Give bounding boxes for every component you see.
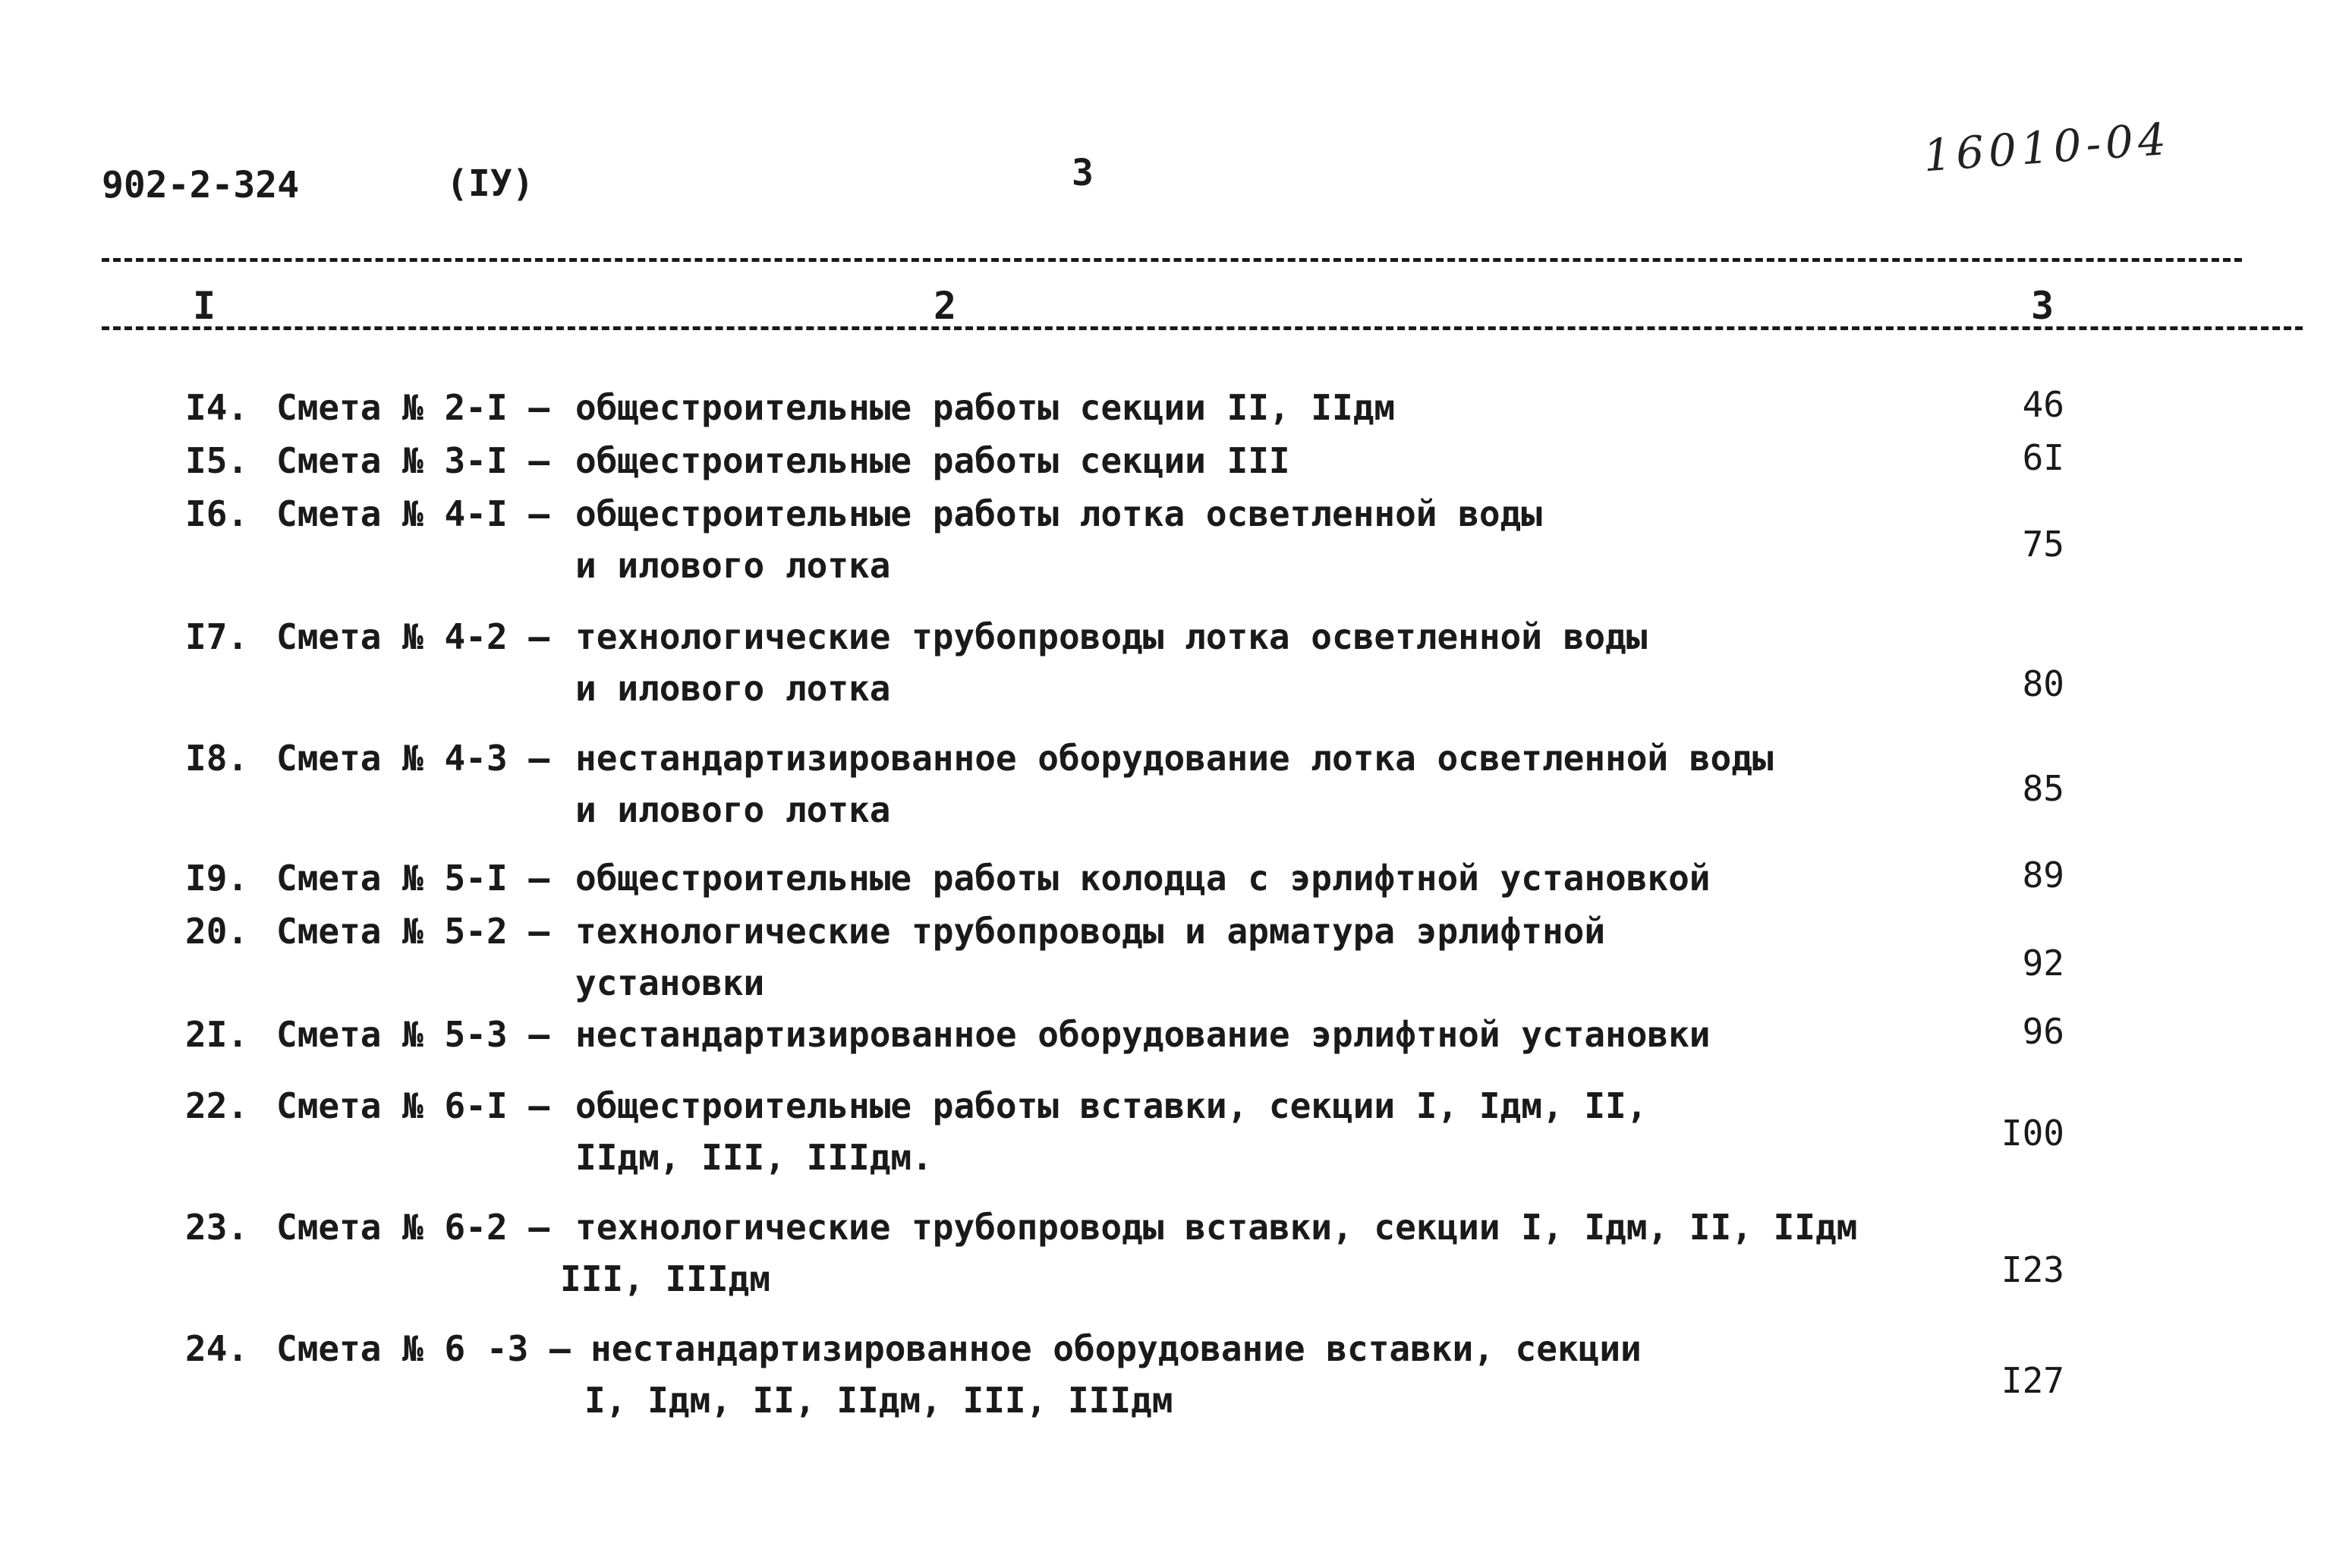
entry-number: I7. bbox=[185, 616, 249, 657]
entry-page: 85 bbox=[2022, 768, 2064, 809]
estimate-label: Смета № 5-3 – bbox=[276, 1014, 550, 1055]
entry-description: нестандартизированное оборудование эрлифтной установки bbox=[575, 1014, 1711, 1055]
estimate-label: Смета № 6-I – bbox=[276, 1085, 550, 1126]
entry-number: I8. bbox=[185, 738, 249, 779]
estimate-label: Смета № 4-2 – bbox=[276, 616, 550, 657]
entry-page: 89 bbox=[2022, 855, 2064, 896]
entry-description: общестроительные работы секции II, IIдм bbox=[575, 387, 1396, 428]
estimate-label: Смета № 2-I – bbox=[276, 387, 550, 428]
entry-description: нестандартизированное оборудование вставки, секции bbox=[590, 1328, 1642, 1369]
entry-description-continued: I, Iдм, II, IIдм, III, IIIдм bbox=[584, 1380, 1173, 1421]
estimate-label: Смета № 4-I – bbox=[276, 493, 550, 534]
entry-description: технологические трубопроводы лотка осветленной воды bbox=[575, 616, 1648, 657]
estimate-label: Смета № 4-3 – bbox=[276, 738, 550, 779]
entry-page: 6I bbox=[2022, 437, 2064, 478]
entry-number: 24. bbox=[185, 1328, 249, 1369]
entry-page: 92 bbox=[2022, 943, 2064, 984]
entry-number: I6. bbox=[185, 493, 249, 534]
entry-number: 20. bbox=[185, 911, 249, 952]
estimate-label: Смета № 6 -3 – bbox=[276, 1328, 571, 1369]
entry-page: I27 bbox=[2001, 1360, 2064, 1401]
entry-page: 80 bbox=[2022, 663, 2064, 704]
entry-number: I9. bbox=[185, 858, 249, 899]
estimate-label: Смета № 5-2 – bbox=[276, 911, 550, 952]
entry-description: технологические трубопроводы и арматура эрлифтной bbox=[575, 911, 1606, 952]
handwritten-archive-number: 16010-04 bbox=[1922, 112, 2172, 182]
entry-page: 75 bbox=[2022, 524, 2064, 565]
entry-description-continued: и илового лотка bbox=[575, 789, 891, 830]
entry-number: I4. bbox=[185, 387, 249, 428]
entry-description-continued: III, IIIдм bbox=[560, 1258, 770, 1299]
column-number-1: I bbox=[193, 284, 216, 328]
entry-description-continued: IIдм, III, IIIдм. bbox=[575, 1137, 933, 1178]
page-number: 3 bbox=[1072, 152, 1094, 194]
entry-number: 23. bbox=[185, 1207, 249, 1248]
entry-number: 2I. bbox=[185, 1014, 249, 1055]
entry-description: общестроительные работы лотка осветленной воды bbox=[575, 493, 1542, 534]
entry-description: общестроительные работы колодца с эрлифтной установкой bbox=[575, 858, 1711, 899]
entry-page: 96 bbox=[2022, 1011, 2064, 1052]
entry-description-continued: и илового лотка bbox=[575, 545, 891, 586]
table-top-rule bbox=[102, 258, 2242, 262]
estimate-label: Смета № 3-I – bbox=[276, 440, 550, 481]
entry-number: I5. bbox=[185, 440, 249, 481]
table-header-rule bbox=[102, 326, 2303, 330]
entry-description: нестандартизированное оборудование лотка осветленной воды bbox=[575, 738, 1774, 779]
document-part: (IУ) bbox=[446, 162, 534, 205]
estimate-label: Смета № 5-I – bbox=[276, 858, 550, 899]
document-code: 902-2-324 bbox=[102, 164, 300, 206]
entry-page: I00 bbox=[2001, 1113, 2064, 1154]
entry-number: 22. bbox=[185, 1085, 249, 1126]
column-number-2: 2 bbox=[934, 284, 957, 328]
entry-description-continued: установки bbox=[575, 962, 765, 1003]
entry-page: 46 bbox=[2022, 384, 2064, 425]
column-number-3: 3 bbox=[2031, 284, 2054, 328]
entry-description-continued: и илового лотка bbox=[575, 668, 891, 709]
entry-description: общестроительные работы секции III bbox=[575, 440, 1290, 481]
entry-description: технологические трубопроводы вставки, секции I, Iдм, II, IIдм bbox=[575, 1207, 1858, 1248]
entry-page: I23 bbox=[2001, 1249, 2064, 1290]
estimate-label: Смета № 6-2 – bbox=[276, 1207, 550, 1248]
entry-description: общестроительные работы вставки, секции I, Iдм, II, bbox=[575, 1085, 1648, 1126]
